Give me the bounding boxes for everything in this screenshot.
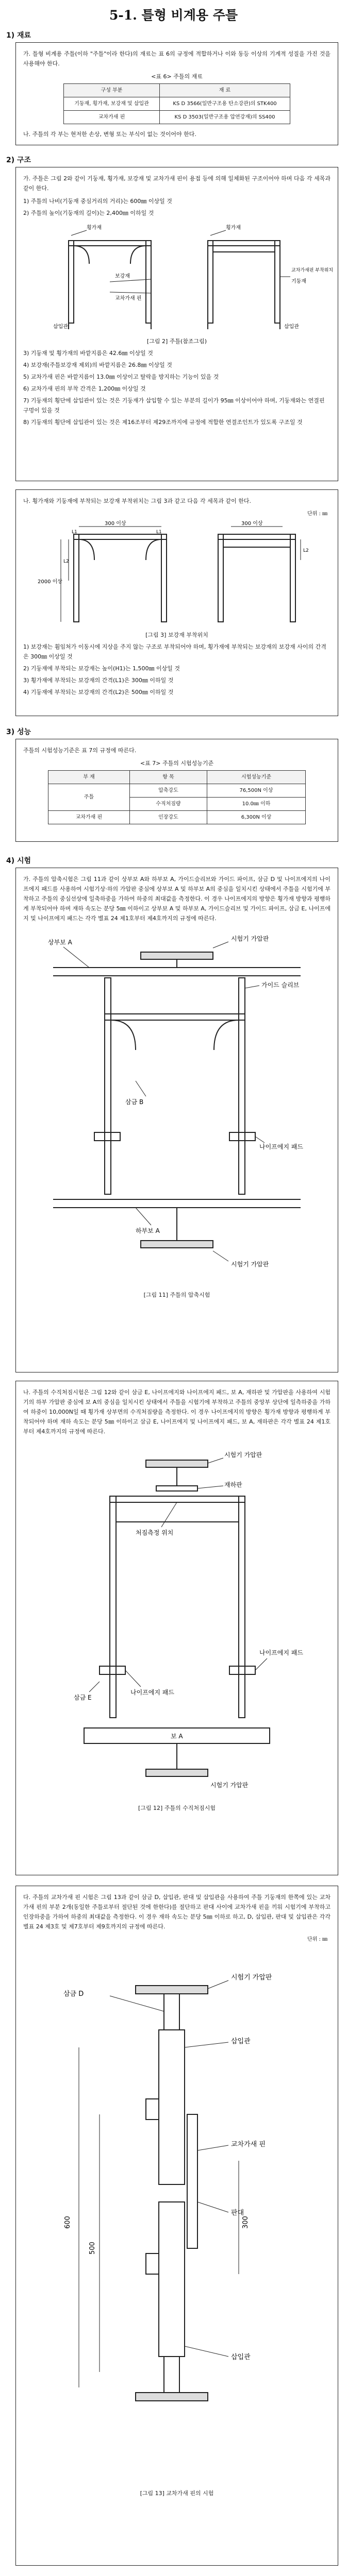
structure-item: 1) 주틀의 나비(기둥재 중심거리의 거리)는 600㎜ 이상일 것 — [23, 198, 172, 205]
performance-intro: 주틀의 시험성능기준은 표 7의 규정에 따른다. — [23, 747, 137, 754]
table6 — [63, 83, 290, 124]
fig12-label: 보 A — [171, 1733, 183, 1740]
fig2-label: 횡가재 — [87, 225, 102, 231]
structure-item: 6) 교차가새 핀의 부착 간격은 1,200㎜ 이상일 것 — [23, 385, 146, 392]
table7-cell: 수직처짐량 — [129, 798, 207, 811]
fig12-label: 재하판 — [224, 1481, 242, 1488]
figure-3-brace-positions — [32, 519, 321, 627]
fig11-label: 시험기 가압판 — [231, 1261, 269, 1268]
table6-cell: KS D 3503(일반구조용 압연강재)의 SS400 — [160, 111, 290, 124]
test-para-b: 나. 주틀의 수직처짐시험은 그림 12와 같이 삼금 E, 나이프에지와 나이프에지 패드, 보 A, 재하판 및 가압판을 사용하여 시험기의 하부 가압판 중심에 보 A의 중심을 일치시킨 상태에서 주틀을 시험기에 부착하고 주틀의 중앙부 상단에 일측하중을 가하여 하중이 10,000N일 때 횡가재 상부면의 수직처짐량을 측정한다. 이 경우 나이프에지의 방향은 횡가재 방향과 평행하게 부착되어야 하며 재하 속도는 분당 5㎜ 이하이고 삼금 E, 나이프에지 및 나이프에지 패드, 보 A, 재하판은 각각 별표 24 제1호부터 제4호까지의 규정에 따른다. — [23, 1389, 331, 1435]
structure-para-a: 가. 주틀은 그림 2와 같이 기둥재, 횡가재, 보강재 및 교차가새 핀이 용접 등에 의해 일체화된 구조이어야 하며 다음 각 세목과 같이 한다. — [23, 175, 331, 192]
fig3-dim: 300 이상 — [105, 521, 126, 527]
figure-12-vertical-deflection-test — [32, 1439, 321, 1800]
table7-cell: 압축강도 — [129, 784, 207, 798]
fig2-label: 삽입관 — [284, 324, 299, 330]
table7-cell: 주틀 — [48, 784, 130, 811]
test-para-a: 가. 주틀의 압축시험은 그림 11과 같이 상부보 A와 하부보 A, 가이드슬리브와 가이드 파이프, 삼금 D 및 나이프에지의 나이프에지 패드를 사용하여 시험기상·하의 가압판 중심에 상부보 A 및 하부보 A의 중심을 일치시킨 상태에서 주틀을 시험기에 부착하고 주틀의 중심선상에 일축하중을 가하여 하중의 최대값을 측정한다. 이 경우 나이프에지의 방향은 횡가재 방향과 평행하게 부착되어야 하며 재하 속도는 분당 5㎜ 이하이고 상부보 A 및 하부보 A, 가이드슬리브 및 가이드 파이프, 삼금 E, 나이프에지 및 나이프에지 패드는 각각 별표 24 제1호부터 제4호까지의 규정에 따른다. — [23, 876, 331, 922]
fig12-label: 시험기 가압판 — [210, 1782, 249, 1789]
fig11-label: 삼금 B — [125, 1098, 144, 1106]
fig12-label: 나이프에지 패드 — [259, 1649, 303, 1656]
test-para-c: 다. 주틀의 교차가새 핀 시험은 그림 13과 같이 삼금 D, 삽입관, 판대 및 삽입관을 사용하여 주틀 기둥재의 한쪽에 있는 교차가새 핀의 부분 2개(동일한 주틀로부터 절단된 것에 한한다)를 절단하고 판대 사이에 교차가새 핀을 끼워 시험기에 부착하고 인장하중을 가하여 하중의 최대값을 측정한다. 이 경우 재하 속도는 분당 5㎜ 이하로 하고, D, 삽입관, 판대 및 삽입관은 각각 별표 24 제3호 및 제7호부터 제9호까지의 규정에 따른다. — [23, 1894, 331, 1930]
fig13-dim: 300 — [242, 2216, 250, 2229]
test-box-a — [15, 868, 338, 1372]
figure-12-caption: [그림 12] 주틀의 수직처짐시험 — [138, 1805, 216, 1811]
fig13-label: 교차가새 핀 — [231, 2141, 266, 2148]
table7-caption: <표 7> 주틀의 시험성능기준 — [140, 760, 214, 767]
figure-11-caption: [그림 11] 주틀의 압축시험 — [143, 1292, 210, 1298]
test-box-b — [15, 1381, 338, 1875]
table6-cell: KS D 3566(일반구조용 탄소강관)의 STK400 — [160, 97, 290, 111]
fig11-label: 상부보 A — [48, 939, 72, 946]
materials-para-a: 가. 틀형 비계용 주틀(이하 "주틀"이라 한다)의 재료는 표 6의 규정에 적합하거나 이와 동등 이상의 기계적 성질을 가진 것을 사용해야 한다. — [23, 50, 331, 67]
table7-cell: 6,300N 이상 — [207, 811, 306, 824]
materials-box — [15, 42, 338, 145]
table7 — [48, 770, 306, 824]
fig12-label: 삼금 E — [74, 1694, 92, 1701]
section-heading-materials: 1) 재료 — [6, 31, 31, 40]
figure-13-caption: [그림 13] 교차가새 핀의 시험 — [140, 2490, 214, 2497]
table6-cell: 기둥재, 횡가재, 보강재 및 삽입관 — [64, 97, 160, 111]
fig13-dim: 600 — [64, 2216, 72, 2229]
table7-cell: 10.0㎜ 이하 — [207, 798, 306, 811]
section-heading-structure: 2) 구조 — [6, 156, 31, 164]
structure-item: 8) 기둥재의 횡단에 삽입관이 있는 것은 제16조부터 제29조까지에 규정에 적합한 연결조인트가 있도록 구조일 것 — [23, 419, 303, 426]
fig13-unit: 단위 : ㎜ — [307, 1937, 327, 1942]
fig3-dim: L2 — [63, 559, 69, 564]
materials-para-b: 나. 주틀의 각 부는 현저한 손상, 변형 또는 부식이 없는 것이어야 한다. — [23, 131, 196, 138]
table7-header: 시험성능기준 — [207, 771, 306, 784]
fig13-dim: 500 — [89, 2242, 96, 2255]
table7-cell: 76,500N 이상 — [207, 784, 306, 798]
fig12-label: 처짐측정 위치 — [136, 1529, 174, 1536]
test-box-c — [15, 1886, 338, 2566]
page-title: 5-1. 틀형 비계용 주틀 — [109, 8, 238, 23]
fig12-label: 나이프에지 패드 — [130, 1689, 174, 1696]
fig12-label: 시험기 가압판 — [224, 1451, 262, 1459]
performance-box — [15, 739, 338, 842]
table7-header: 항 목 — [129, 771, 207, 784]
fig3-dim: L2 — [303, 548, 309, 553]
structure-b-item: 3) 횡가재에 부착되는 보강재의 간격(L1)은 300㎜ 이하일 것 — [23, 677, 174, 684]
structure-b-item: 2) 기둥재에 부착되는 보강재는 높이(H1)는 1,500㎜ 이상일 것 — [23, 665, 180, 672]
table7-cell: 교차가새 핀 — [48, 811, 130, 824]
fig3-dim: L1 — [72, 530, 77, 535]
section-heading-performance: 3) 성능 — [6, 728, 31, 736]
table6-header: 구성 부분 — [64, 84, 160, 97]
figure-2-caption: [그림 2] 주틀(참조그림) — [146, 338, 207, 345]
fig13-label: 판대 — [231, 2209, 244, 2217]
structure-item: 2) 주틀의 높이(기둥재의 길이)는 2,400㎜ 이하일 것 — [23, 210, 154, 216]
fig2-label: 기둥재 — [291, 279, 306, 284]
fig13-label: 삽입관 — [231, 2038, 251, 2045]
table7-header: 부 재 — [48, 771, 130, 784]
structure-item: 3) 기둥재 및 횡가재의 바깥지름은 42.6㎜ 이상일 것 — [23, 350, 153, 357]
structure-box-a — [15, 167, 338, 481]
structure-box-b — [15, 489, 338, 716]
fig3-dim: 2000 이상 — [38, 579, 62, 585]
fig2-label: 교차가새 핀 — [115, 296, 142, 301]
structure-item: 7) 기둥재의 횡단에 삽입관이 있는 것은 기둥재가 삽입할 수 있는 부분의 길이가 95㎜ 이상이어야 하며, 기둥재와는 연결핀 구멍이 있을 것 — [23, 397, 325, 414]
structure-item: 4) 보강재(주틀보강재 제외)의 바깥지름은 26.8㎜ 이상일 것 — [23, 362, 172, 368]
section-heading-test: 4) 시험 — [6, 857, 31, 865]
fig13-label: 삼금 D — [63, 1990, 84, 1998]
fig2-label: 보강재 — [115, 274, 130, 279]
fig11-label: 나이프에지 패드 — [259, 1143, 303, 1150]
table6-cell: 교차가새 핀 — [64, 111, 160, 124]
fig3-dim: 300 이상 — [241, 521, 263, 527]
figure-3-caption: [그림 3] 보강재 부착위치 — [145, 632, 208, 638]
fig3-dim: L1 — [156, 530, 162, 535]
figure-11-compression-test — [32, 926, 321, 1287]
table6-header: 재 료 — [160, 84, 290, 97]
fig13-label: 삽입관 — [231, 2353, 251, 2361]
fig11-label: 하부보 A — [136, 1227, 160, 1234]
fig2-label: 횡가재 — [226, 225, 241, 231]
structure-b-item: 4) 기둥재에 부착되는 보강재의 간격(L2)은 500㎜ 이하일 것 — [23, 689, 174, 696]
fig2-label: 삽입관 — [53, 324, 68, 330]
fig3-unit: 단위 : ㎜ — [307, 511, 327, 517]
structure-para-b: 나. 횡가재와 기둥재에 부착되는 보강재 부착위치는 그림 3과 같고 다음 각 세목과 같이 한다. — [23, 498, 251, 504]
structure-b-item: 1) 보강재는 휨임처가 이동시에 지상을 주지 않는 구조로 부착되어야 하며, 횡가재에 부착되는 보강재의 보강재 사이의 간격은 300㎜ 이상일 것 — [23, 643, 326, 660]
fig11-label: 가이드 슬리브 — [261, 981, 300, 989]
fig13-label: 시험기 가압판 — [231, 1974, 272, 1981]
figure-2-main-frame — [32, 220, 334, 333]
fig11-label: 시험기 가압판 — [231, 935, 269, 942]
table7-cell: 인장강도 — [129, 811, 207, 824]
figure-13-cross-brace-pin-test — [32, 1944, 321, 2485]
structure-item: 5) 교차가새 핀은 바깥지름이 13.0㎜ 이상이고 탈락을 방지하는 기능이 있을 것 — [23, 374, 219, 380]
fig2-label: 교차가새핀 부착위치 — [291, 268, 334, 273]
table6-caption: <표 6> 주틀의 재료 — [151, 73, 203, 80]
